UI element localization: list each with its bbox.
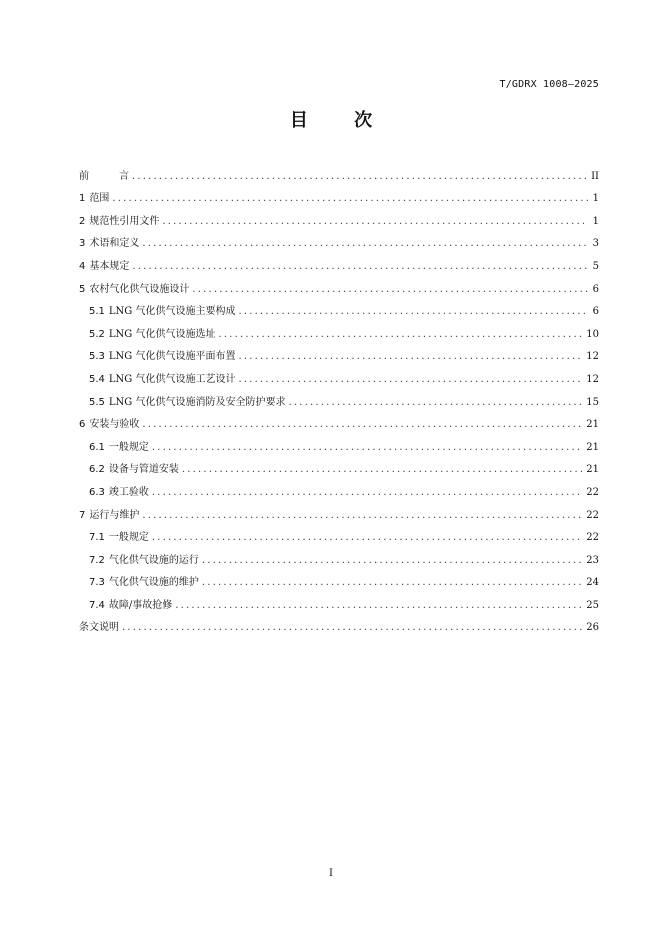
toc-leader-dots bbox=[132, 260, 588, 273]
toc-leader-dots bbox=[238, 350, 583, 363]
toc-entry-label: 5 农村气化供气设施设计 bbox=[79, 283, 190, 295]
toc-entry-7-2[interactable] bbox=[79, 544, 599, 567]
toc-entry-page: 21 bbox=[586, 419, 599, 431]
toc-entry-label: 1 范围 bbox=[79, 193, 110, 205]
toc-entry-5[interactable] bbox=[79, 273, 599, 296]
toc-entry-page: 12 bbox=[586, 351, 599, 363]
toc-entry-label: 前 言 bbox=[79, 170, 129, 182]
toc-entry-7[interactable] bbox=[79, 499, 599, 522]
toc-entry-page: 26 bbox=[586, 622, 599, 634]
toc-entry-page: 1 bbox=[592, 193, 599, 205]
toc-entry-page: 22 bbox=[586, 509, 599, 521]
toc-entry-page: 10 bbox=[586, 328, 599, 340]
toc-entry-label: 7 运行与维护 bbox=[79, 509, 140, 521]
toc-entry-label: 条文说明 bbox=[79, 622, 119, 634]
toc-entry-page: 3 bbox=[592, 238, 599, 250]
toc-entry-6[interactable] bbox=[79, 409, 599, 432]
toc-entry-label: 3 术语和定义 bbox=[79, 238, 140, 250]
toc-entry-7-3[interactable] bbox=[79, 567, 599, 590]
toc-leader-dots bbox=[192, 283, 588, 296]
toc-leader-dots bbox=[152, 441, 583, 454]
toc-entry-label: 6.2 设备与管道安装 bbox=[89, 464, 179, 476]
toc-entry-label: 7.2 气化供气设施的运行 bbox=[89, 554, 199, 566]
toc-entry-label: 6.1 一般规定 bbox=[89, 441, 149, 453]
toc-entry-5-3[interactable] bbox=[79, 341, 599, 364]
toc-leader-dots bbox=[175, 599, 583, 612]
toc-entry-3[interactable] bbox=[79, 228, 599, 251]
toc-entry-label: 2 规范性引用文件 bbox=[79, 215, 160, 227]
toc-entry-page: 21 bbox=[586, 441, 599, 453]
toc-entry-6-3[interactable] bbox=[79, 476, 599, 499]
toc-leader-dots bbox=[142, 509, 583, 522]
toc-entry-page: 6 bbox=[592, 283, 599, 295]
toc-entry-page: 1 bbox=[592, 215, 599, 227]
table-of-contents bbox=[79, 160, 599, 634]
toc-entry-label: 5.4 LNG 气化供气设施工艺设计 bbox=[89, 373, 236, 385]
toc-entry-2[interactable] bbox=[79, 205, 599, 228]
toc-leader-dots bbox=[142, 237, 588, 250]
toc-entry-page: 15 bbox=[586, 396, 599, 408]
toc-entry-page: 5 bbox=[592, 260, 599, 272]
toc-entry-7-1[interactable] bbox=[79, 522, 599, 545]
toc-entry-page: 12 bbox=[586, 373, 599, 385]
toc-entry-label: 4 基本规定 bbox=[79, 260, 130, 272]
toc-leader-dots bbox=[182, 463, 583, 476]
toc-entry-page: 25 bbox=[586, 599, 599, 611]
toc-leader-dots bbox=[238, 373, 583, 386]
toc-entry-page: II bbox=[591, 170, 599, 182]
toc-leader-dots bbox=[288, 396, 583, 409]
toc-leader-dots bbox=[132, 170, 588, 183]
toc-leader-dots bbox=[142, 418, 583, 431]
page-title: 目 次 bbox=[289, 110, 393, 131]
toc-leader-dots bbox=[202, 576, 583, 589]
toc-entry-page: 22 bbox=[586, 486, 599, 498]
toc-entry-5-5[interactable] bbox=[79, 386, 599, 409]
toc-entry-page: 6 bbox=[592, 306, 599, 318]
toc-entry-preface[interactable] bbox=[79, 160, 599, 183]
toc-entry-label: 5.2 LNG 气化供气设施选址 bbox=[89, 328, 216, 340]
toc-entry-label: 6 安装与验收 bbox=[79, 419, 140, 431]
toc-entry-7-4[interactable] bbox=[79, 589, 599, 612]
toc-leader-dots bbox=[202, 554, 583, 567]
toc-entry-explanation[interactable] bbox=[79, 612, 599, 635]
toc-entry-4[interactable] bbox=[79, 250, 599, 273]
toc-leader-dots bbox=[112, 192, 588, 205]
toc-entry-label: 6.3 竣工验收 bbox=[89, 486, 149, 498]
toc-leader-dots bbox=[152, 486, 583, 499]
toc-leader-dots bbox=[238, 305, 588, 318]
toc-entry-page: 21 bbox=[586, 464, 599, 476]
toc-leader-dots bbox=[218, 328, 583, 341]
toc-entry-1[interactable] bbox=[79, 183, 599, 206]
toc-entry-5-2[interactable] bbox=[79, 318, 599, 341]
toc-entry-label: 7.4 故障/事故抢修 bbox=[89, 599, 173, 611]
toc-leader-dots bbox=[122, 621, 583, 634]
toc-entry-label: 5.3 LNG 气化供气设施平面布置 bbox=[89, 351, 236, 363]
toc-entry-page: 22 bbox=[586, 532, 599, 544]
toc-entry-label: 7.1 一般规定 bbox=[89, 532, 149, 544]
page-number: I bbox=[329, 868, 333, 879]
document-code: T/GDRX 1008—2025 bbox=[499, 79, 599, 90]
toc-leader-dots bbox=[152, 531, 583, 544]
toc-entry-label: 7.3 气化供气设施的维护 bbox=[89, 577, 199, 589]
toc-entry-5-1[interactable] bbox=[79, 296, 599, 319]
toc-entry-label: 5.5 LNG 气化供气设施消防及安全防护要求 bbox=[89, 396, 286, 408]
toc-entry-page: 24 bbox=[586, 577, 599, 589]
toc-entry-5-4[interactable] bbox=[79, 363, 599, 386]
toc-leader-dots bbox=[162, 215, 588, 228]
toc-entry-6-1[interactable] bbox=[79, 431, 599, 454]
toc-entry-label: 5.1 LNG 气化供气设施主要构成 bbox=[89, 306, 236, 318]
toc-entry-page: 23 bbox=[586, 554, 599, 566]
toc-entry-6-2[interactable] bbox=[79, 454, 599, 477]
